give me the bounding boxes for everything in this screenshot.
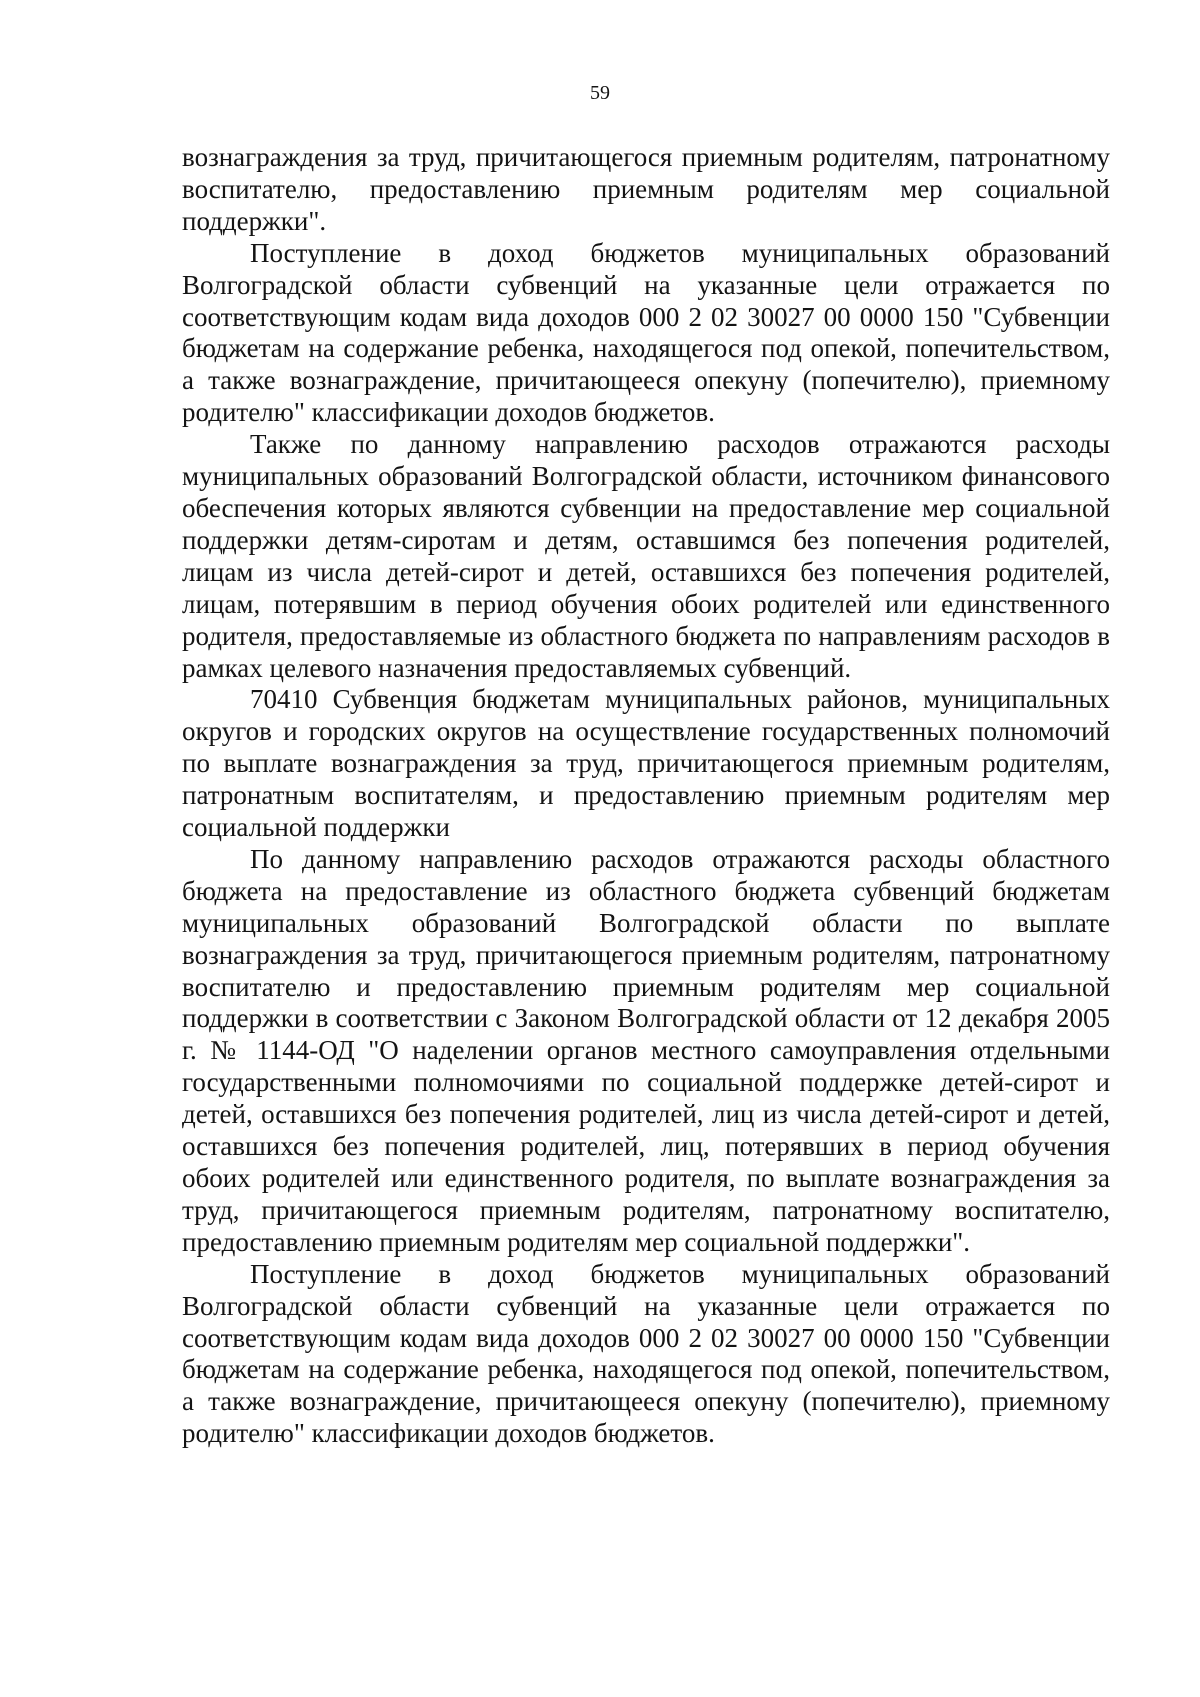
paragraph-expenses-direction: По данному направлению расходов отражаются расходы областного бюджета на предоставление из областного бюджета субвенций бюджетам муниципальных образований Волгоградской области по выплате вознаграждения за труд, причитающегося приемным родителям, патронатному воспитателю и предоставлению приемным родителям мер социальной поддержки в соответствии с Законом Волгоградской области от 12 декабря 2005 г. № 1144-ОД "О наделении органов местного самоуправления отдельными государственными полномочиями по социальной поддержке детей-сирот и детей, оставшихся без попечения родителей, лиц из числа детей-сирот и детей, оставшихся без попечения родителей, лиц, потерявших в период обучения обоих родителей или единственного родителя, по выплате вознаграждения за труд, причитающегося приемным родителям, патронатному воспитателю, предоставлению приемным родителям мер социальной поддержки". xyxy=(182,843,1110,1257)
paragraph-revenue-receipt-repeat: Поступление в доход бюджетов муниципальных образований Волгоградской области субвенций на указанные цели отражается по соответствующим кодам вида доходов 000 2 02 30027 00 0000 150 "Субвенции бюджетам на содержание ребенка, находящегося под опекой, попечительством, а также вознаграждение, причитающееся опекуну (попечителю), приемному родителю" классификации доходов бюджетов. xyxy=(182,1258,1110,1449)
paragraph-revenue-receipt: Поступление в доход бюджетов муниципальных образований Волгоградской области субвенций на указанные цели отражается по соответствующим кодам вида доходов 000 2 02 30027 00 0000 150 "Субвенции бюджетам на содержание ребенка, находящегося под опекой, попечительством, а также вознаграждение, причитающееся опекуну (попечителю), приемному родителю" классификации доходов бюджетов. xyxy=(182,237,1110,428)
paragraph-expenses-also: Также по данному направлению расходов отражаются расходы муниципальных образований Волгоградской области, источником финансового обеспечения которых являются субвенции на предоставление мер социальной поддержки детям-сиротам и детям, оставшимся без попечения родителей, лицам из числа детей-сирот и детей, оставшихся без попечения родителей, лицам, потерявшим в период обучения обоих родителей или единственного родителя, предоставляемые из областного бюджета по направлениям расходов в рамках целевого назначения предоставляемых субвенций. xyxy=(182,429,1110,683)
page-number: 59 xyxy=(590,82,610,104)
document-body xyxy=(182,142,1110,1450)
paragraph-code-70410: 70410 Субвенция бюджетам муниципальных районов, муниципальных округов и городских округов на осуществление государственных полномочий по выплате вознаграждения за труд, причитающегося приемным родителям, патронатным воспитателям, и предоставлению приемным родителям мер социальной поддержки xyxy=(182,684,1110,843)
paragraph-continuation: вознаграждения за труд, причитающегося приемным родителям, патронатному воспитателю, предоставлению приемным родителям мер социальной поддержки". xyxy=(182,142,1110,236)
